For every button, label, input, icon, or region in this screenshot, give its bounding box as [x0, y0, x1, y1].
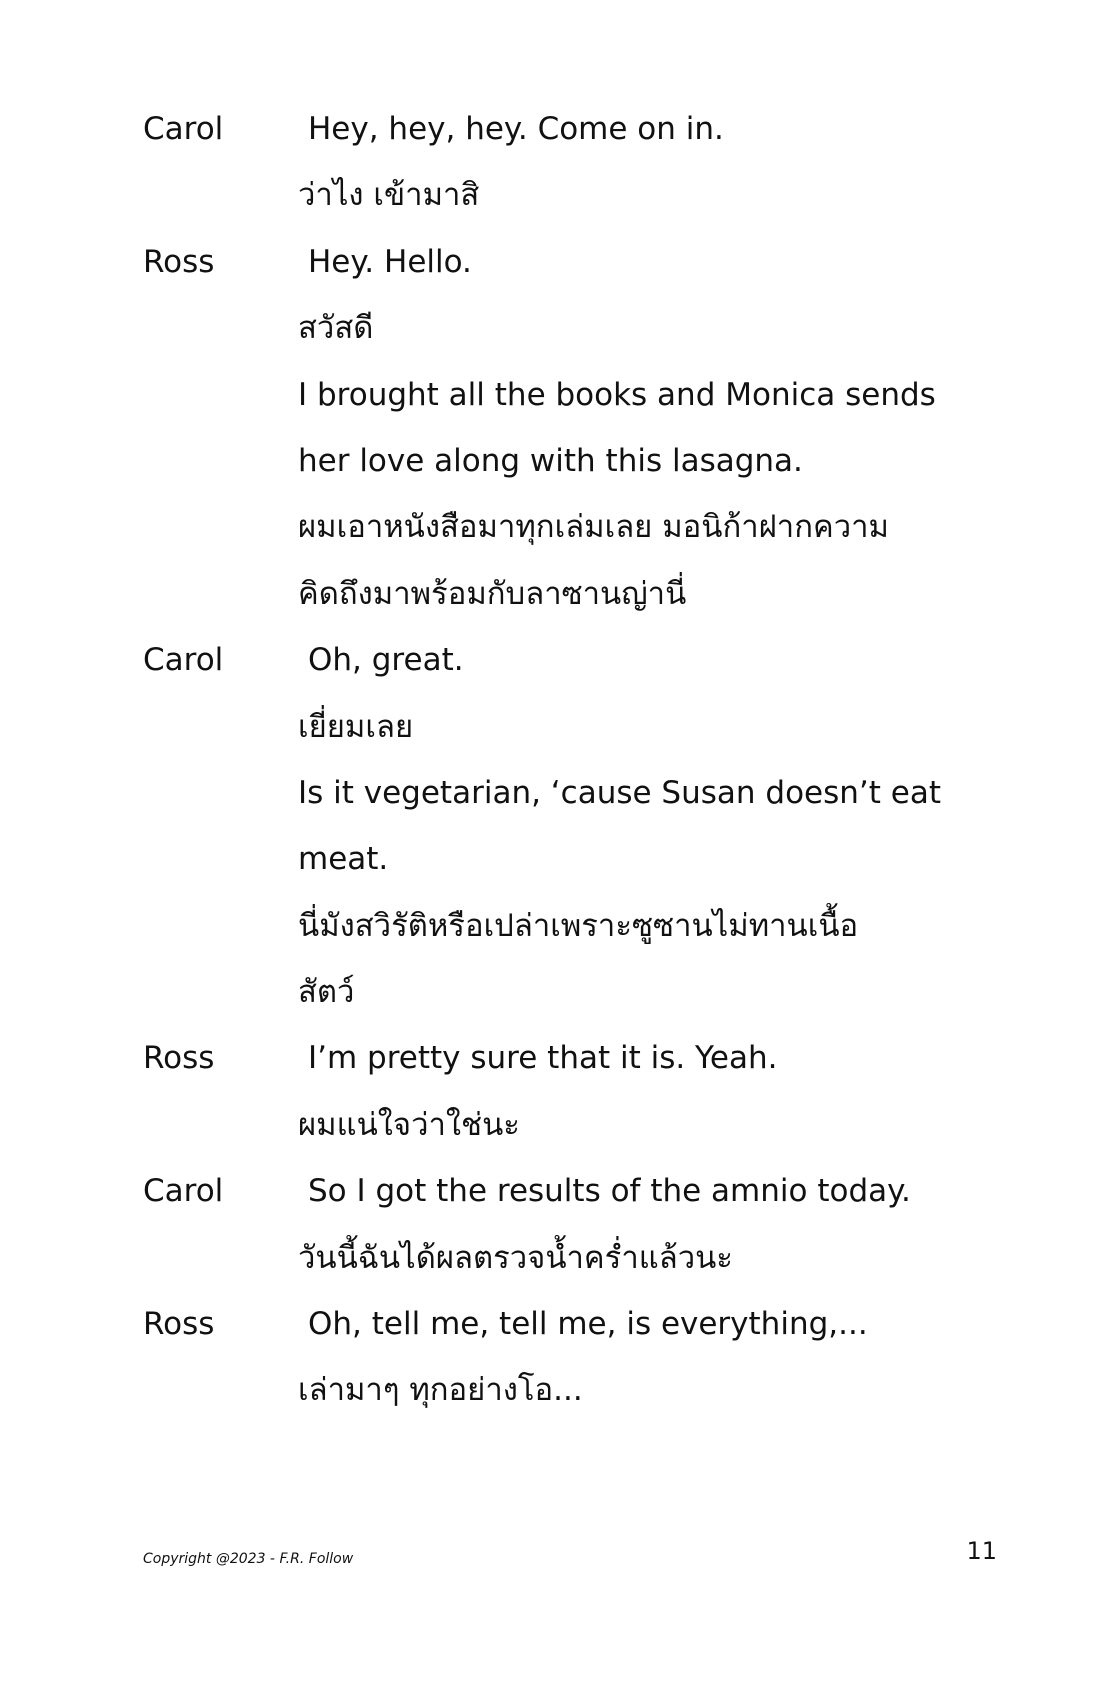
dialogue-line — [143, 627, 1003, 693]
dialogue-line — [143, 428, 1003, 494]
dialogue-line — [143, 362, 1003, 428]
page-number: 11 — [966, 1537, 997, 1565]
dialogue-line — [143, 826, 1003, 892]
dialogue-translation: วันนี้ฉันได้ผลตรวจน้ำคร่ำแล้วนะ — [298, 1239, 733, 1276]
dialogue-line — [143, 959, 1003, 1025]
dialogue-line — [143, 694, 1003, 760]
dialogue-line — [143, 1092, 1003, 1158]
dialogue-line — [143, 96, 1003, 162]
dialogue-text: Hey. Hello. — [308, 243, 472, 280]
dialogue-translation: นี่มังสวิรัติหรือเปล่าเพราะซูซานไม่ทานเนื้อ — [298, 907, 859, 944]
dialogue-translation: ว่าไง เข้ามาสิ — [298, 177, 480, 214]
speaker-name: Carol — [143, 1173, 224, 1210]
dialogue-line — [143, 1025, 1003, 1091]
dialogue-translation: สวัสดี — [298, 310, 374, 347]
dialogue-text: I’m pretty sure that it is. Yeah. — [308, 1040, 778, 1077]
dialogue-text: So I got the results of the amnio today. — [308, 1173, 911, 1210]
dialogue-line — [143, 1291, 1003, 1357]
dialogue-translation: ผมเอาหนังสือมาทุกเล่มเลย มอนิก้าฝากความ — [298, 509, 889, 546]
dialogue-text: I brought all the books and Monica sends — [298, 376, 936, 413]
dialogue-text: Is it vegetarian, ‘cause Susan doesn’t eat — [298, 774, 941, 811]
dialogue-line — [143, 295, 1003, 361]
dialogue-line — [143, 162, 1003, 228]
dialogue-line — [143, 561, 1003, 627]
dialogue-text: Oh, great. — [308, 642, 464, 679]
speaker-name: Carol — [143, 642, 224, 679]
dialogue-translation: ผมแน่ใจว่าใช่นะ — [298, 1106, 520, 1143]
dialogue-translation: คิดถึงมาพร้อมกับลาซานญ่านี่ — [298, 575, 687, 612]
dialogue-translation: เล่ามาๆ ทุกอย่างโอ... — [298, 1372, 583, 1409]
screenplay-dialogue — [143, 96, 1003, 1424]
dialogue-text: Oh, tell me, tell me, is everything,... — [308, 1306, 868, 1343]
dialogue-text: meat. — [298, 841, 389, 878]
dialogue-text: Hey, hey, hey. Come on in. — [308, 111, 724, 147]
dialogue-line — [143, 760, 1003, 826]
speaker-name: Carol — [143, 111, 224, 147]
copyright-notice: Copyright @2023 - F.R. Follow — [143, 1551, 354, 1567]
dialogue-line — [143, 1158, 1003, 1224]
speaker-name: Ross — [143, 1306, 215, 1343]
dialogue-line — [143, 893, 1003, 959]
speaker-name: Ross — [143, 243, 215, 280]
dialogue-translation: สัตว์ — [298, 974, 355, 1011]
dialogue-line — [143, 1357, 1003, 1423]
dialogue-text: her love along with this lasagna. — [298, 442, 803, 479]
dialogue-line — [143, 229, 1003, 295]
dialogue-translation: เยี่ยมเลย — [298, 708, 414, 745]
speaker-name: Ross — [143, 1040, 215, 1077]
dialogue-line — [143, 494, 1003, 560]
dialogue-line — [143, 1225, 1003, 1291]
